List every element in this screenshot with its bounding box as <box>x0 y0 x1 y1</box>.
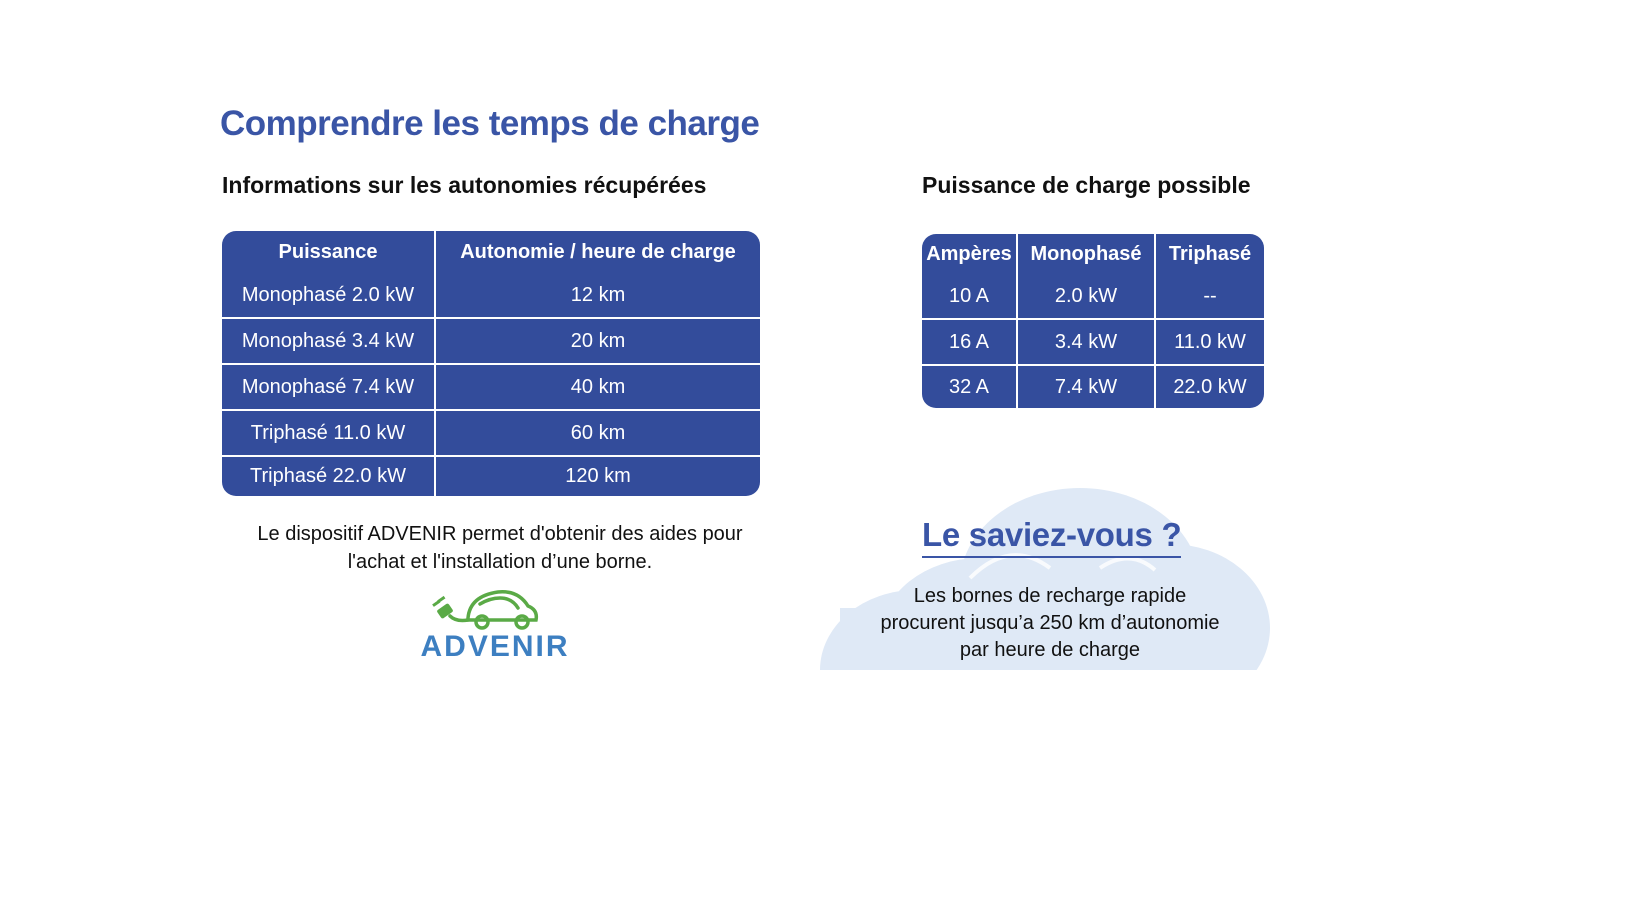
table-row <box>222 365 760 411</box>
power-section-title: Puissance de charge possible <box>922 172 1251 198</box>
header-single-phase: Monophasé <box>1018 234 1156 274</box>
cell-power: Monophasé 2.0 kW <box>222 273 436 319</box>
table-row <box>922 274 1264 320</box>
advenir-info-text: Le dispositif ADVENIR permet d'obtenir des aides pour l'achat et l'installation d’une borne. <box>257 523 743 573</box>
cell-three-phase: 22.0 kW <box>1173 375 1247 398</box>
cell-single-phase: 3.4 kW <box>1018 320 1156 366</box>
cell-power: Triphasé 11.0 kW <box>222 411 436 457</box>
header-power: Puissance <box>222 231 436 273</box>
header-range: Autonomie / heure de charge <box>460 240 736 263</box>
page-title: Comprendre les temps de charge <box>220 104 760 143</box>
cell-power: Triphasé 22.0 kW <box>222 457 436 496</box>
did-you-know-title: Le saviez-vous ? <box>922 516 1181 558</box>
power-table <box>922 234 1264 408</box>
did-you-know-text: Les bornes de recharge rapide procurent jusqu’a 250 km d’autonomie par heure de charge <box>880 585 1220 661</box>
cell-range: 20 km <box>436 319 760 365</box>
cell-three-phase: 11.0 kW <box>1156 320 1264 366</box>
table-header-row <box>922 234 1264 274</box>
cell-range: 12 km <box>436 273 760 319</box>
table-header-row <box>222 231 760 273</box>
header-three-phase: Triphasé <box>1168 242 1252 265</box>
table-row <box>922 320 1264 366</box>
range-section-title: Informations sur les autonomies récupérées <box>222 172 707 198</box>
header-amperes: Ampères <box>922 234 1018 274</box>
cell-amperes: 10 A <box>922 274 1018 320</box>
cell-three-phase: -- <box>1156 274 1264 320</box>
table-row <box>222 319 760 365</box>
cell-range: 40 km <box>436 365 760 411</box>
cell-power: Monophasé 3.4 kW <box>222 319 436 365</box>
cell-single-phase: 2.0 kW <box>1018 274 1156 320</box>
table-row <box>222 411 760 457</box>
table-row <box>222 457 760 496</box>
cell-range: 120 km <box>565 465 631 487</box>
table-row <box>922 366 1264 408</box>
cell-amperes: 32 A <box>922 366 1018 408</box>
cell-amperes: 16 A <box>922 320 1018 366</box>
table-row <box>222 273 760 319</box>
cell-range: 60 km <box>436 411 760 457</box>
cell-single-phase: 7.4 kW <box>1018 366 1156 408</box>
cell-power: Monophasé 7.4 kW <box>222 365 436 411</box>
range-table <box>222 231 760 496</box>
advenir-logo: ADVENIR <box>420 630 570 663</box>
